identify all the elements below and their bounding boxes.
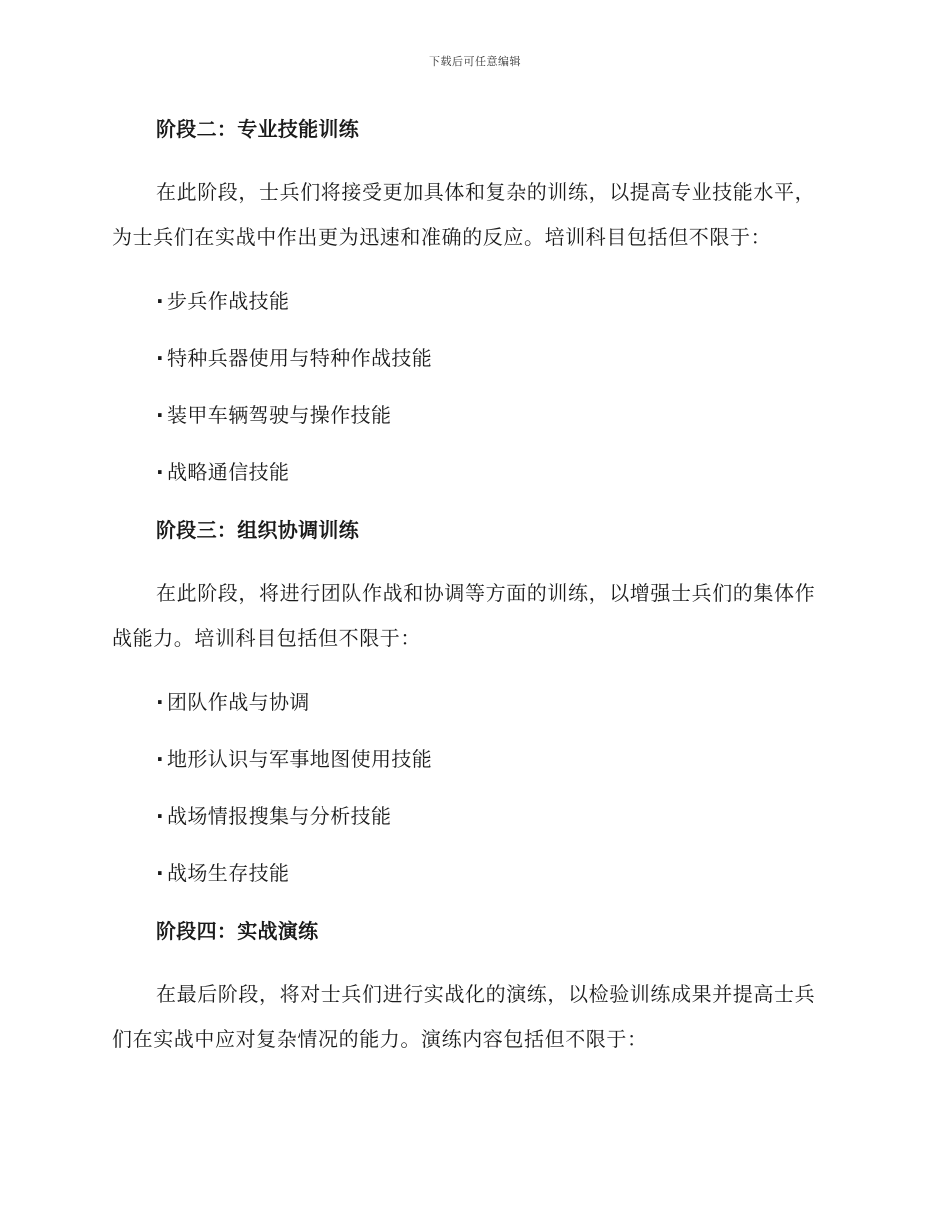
section-heading: 阶段四：实战演练 xyxy=(156,919,319,943)
list-item-text: 战场生存技能 xyxy=(167,861,290,885)
spacer xyxy=(112,146,832,170)
document-body xyxy=(112,112,832,1062)
spacer xyxy=(112,719,832,743)
list-item-text: 步兵作战技能 xyxy=(167,289,290,313)
spacer xyxy=(112,833,832,857)
section-heading: 阶段三：组织协调训练 xyxy=(156,518,359,542)
list-item xyxy=(112,743,832,776)
spacer xyxy=(112,776,832,800)
section-paragraph: 在此阶段，士兵们将接受更加具体和复杂的训练，以提高专业技能水平，为士兵们在实战中作出更为迅速和准确的反应。培训科目包括但不限于： xyxy=(112,180,816,249)
section-paragraph: 在最后阶段，将对士兵们进行实战化的演练，以检验训练成果并提高士兵们在实战中应对复杂情况的能力。演练内容包括但不限于： xyxy=(112,982,816,1051)
spacer xyxy=(112,890,832,914)
spacer xyxy=(112,489,832,513)
list-item-text: 团队作战与协调 xyxy=(167,690,310,714)
section-paragraph: 在此阶段，将进行团队作战和协调等方面的训练，以增强士兵们的集体作战能力。培训科目包括但不限于： xyxy=(112,581,816,650)
bullet-icon: · xyxy=(156,690,164,714)
list-item xyxy=(112,456,832,489)
list-item-text: 战场情报搜集与分析技能 xyxy=(167,804,392,828)
section-heading: 阶段二：专业技能训练 xyxy=(156,117,359,141)
list-item xyxy=(112,285,832,318)
bullet-icon: · xyxy=(156,289,164,313)
list-item xyxy=(112,686,832,719)
bullet-icon: · xyxy=(156,460,164,484)
list-item xyxy=(112,342,832,375)
bullet-list xyxy=(112,285,832,489)
header-note: 下载后可任意编辑 xyxy=(429,55,521,68)
list-item-text: 战略通信技能 xyxy=(167,460,290,484)
list-item xyxy=(112,857,832,890)
spacer xyxy=(112,375,832,399)
bullet-icon: · xyxy=(156,747,164,771)
list-item xyxy=(112,800,832,833)
list-item xyxy=(112,399,832,432)
list-item-text: 地形认识与军事地图使用技能 xyxy=(167,747,433,771)
list-item-text: 装甲车辆驾驶与操作技能 xyxy=(167,403,392,427)
bullet-icon: · xyxy=(156,861,164,885)
spacer xyxy=(112,661,832,686)
spacer xyxy=(112,948,832,972)
bullet-icon: · xyxy=(156,403,164,427)
bullet-icon: · xyxy=(156,804,164,828)
spacer xyxy=(112,260,832,285)
spacer xyxy=(112,432,832,456)
spacer xyxy=(112,547,832,571)
spacer xyxy=(112,318,832,342)
bullet-list xyxy=(112,686,832,890)
list-item-text: 特种兵器使用与特种作战技能 xyxy=(167,346,433,370)
bullet-icon: · xyxy=(156,346,164,370)
